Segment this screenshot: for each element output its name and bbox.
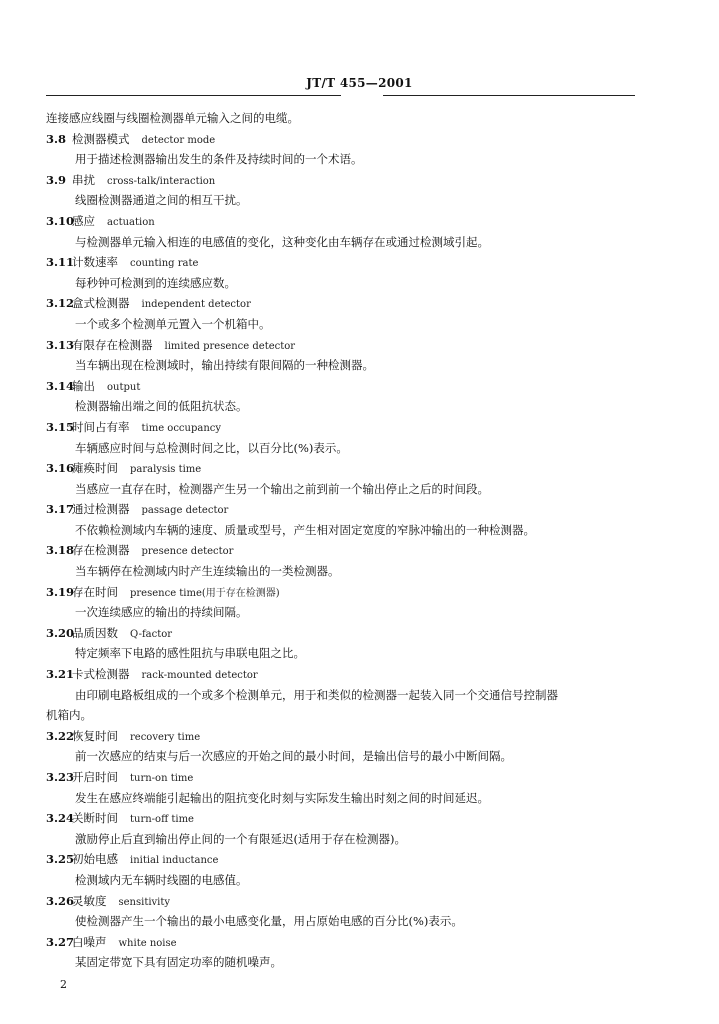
term-english: Q-factor — [130, 628, 173, 640]
term-number: 3.27 — [46, 934, 75, 949]
term-chinese: 恢复时间 — [72, 728, 118, 743]
term-chinese: 检测器模式 — [72, 131, 130, 146]
term-definition: 由印刷电路板组成的一个或多个检测单元，用于和类似的检测器一起装入同一个交通信号控制器 — [75, 687, 558, 702]
term-chinese: 计数速率 — [72, 255, 118, 270]
term-definition: 不依赖检测域内车辆的速度、质量或型号，产生相对固定宽度的窄脉冲输出的一种检测器。 — [75, 522, 535, 537]
term-definition: 检测器输出端之间的低阻抗状态。 — [75, 399, 248, 414]
term-number: 3.17 — [46, 502, 75, 517]
term-heading — [46, 540, 646, 561]
term-heading — [46, 129, 646, 150]
term-definition: 当感应一直存在时，检测器产生另一个输出之前到前一个输出停止之后的时间段。 — [75, 481, 489, 496]
term-chinese: 有限存在检测器 — [72, 337, 153, 352]
term-number: 3.21 — [46, 667, 75, 682]
term-definition: 特定频率下电路的感性阻抗与串联电阻之比。 — [75, 646, 305, 661]
term-chinese: 存在时间 — [72, 584, 118, 599]
term-heading — [46, 170, 646, 191]
header-rule-left — [46, 95, 341, 96]
header-rule-right — [383, 95, 635, 96]
term-heading — [46, 582, 646, 603]
term-number: 3.18 — [46, 543, 75, 558]
term-chinese: 灵敏度 — [72, 893, 107, 908]
term-chinese: 初始电感 — [72, 852, 118, 867]
term-heading — [46, 376, 646, 397]
term-heading — [46, 726, 646, 747]
term-definition: 前一次感应的结束与后一次感应的开始之间的最小时间，是输出信号的最小中断间隔。 — [75, 749, 512, 764]
term-number: 3.22 — [46, 728, 75, 743]
term-number: 3.24 — [46, 811, 75, 826]
term-number: 3.13 — [46, 337, 75, 352]
term-heading — [46, 623, 646, 644]
term-chinese: 白噪声 — [72, 934, 107, 949]
term-heading — [46, 808, 646, 829]
term-heading — [46, 499, 646, 520]
term-definition: 线圈检测器通道之间的相互干扰。 — [75, 193, 248, 208]
term-english: sensitivity — [118, 896, 171, 908]
term-english: time occupancy — [141, 422, 222, 434]
term-definition: 用于描述检测器输出发生的条件及持续时间的一个术语。 — [75, 152, 363, 167]
term-number: 3.11 — [46, 255, 75, 270]
term-english: independent detector — [141, 299, 251, 311]
page-number: 2 — [60, 978, 67, 991]
term-english: initial inductance — [130, 855, 219, 867]
term-number: 3.10 — [46, 213, 75, 228]
term-heading — [46, 458, 646, 479]
term-chinese: 关断时间 — [72, 811, 118, 826]
term-chinese: 卡式检测器 — [72, 667, 130, 682]
term-english: cross-talk/interaction — [107, 175, 216, 187]
term-number: 3.12 — [46, 296, 75, 311]
term-english: detector mode — [141, 134, 216, 146]
continuation-text: 连接感应线圈与线圈检测器单元输入之间的电缆。 — [46, 111, 299, 125]
term-number: 3.16 — [46, 461, 75, 476]
term-number: 3.8 — [46, 131, 67, 146]
term-english: presence detector — [141, 546, 234, 558]
term-english: turn-off time — [130, 814, 194, 826]
term-chinese: 瘫痪时间 — [72, 461, 118, 476]
term-definition: 当车辆出现在检测域时，输出持续有限间隔的一种检测器。 — [75, 358, 374, 373]
term-definition: 激励停止后直到输出停止间的一个有限延迟(适用于存在检测器)。 — [75, 831, 406, 846]
term-number: 3.25 — [46, 852, 75, 867]
term-chinese: 感应 — [72, 213, 95, 228]
term-english: counting rate — [130, 258, 199, 270]
term-english: passage detector — [141, 505, 229, 517]
term-definition: 当车辆停在检测域内时产生连续输出的一类检测器。 — [75, 564, 340, 579]
term-number: 3.20 — [46, 625, 75, 640]
term-heading — [46, 335, 646, 356]
term-chinese: 盒式检测器 — [72, 296, 130, 311]
term-definition: 一次连续感应的输出的持续间隔。 — [75, 605, 248, 620]
term-english: turn-on time — [130, 773, 194, 784]
term-english: paralysis time — [130, 464, 202, 476]
term-number: 3.9 — [46, 172, 67, 187]
term-number: 3.14 — [46, 378, 75, 393]
term-english: white noise — [118, 937, 177, 949]
term-english: recovery time — [130, 731, 201, 743]
term-english: output — [107, 381, 141, 393]
term-definition: 车辆感应时间与总检测时间之比，以百分比(%)表示。 — [75, 440, 348, 455]
term-heading — [46, 767, 646, 788]
term-definition: 与检测器单元输入相连的电感值的变化，这种变化由车辆存在或通过检测域引起。 — [75, 234, 489, 249]
term-definition: 一个或多个检测单元置入一个机箱中。 — [75, 316, 271, 331]
term-heading — [46, 932, 646, 953]
term-chinese: 时间占有率 — [72, 419, 130, 434]
term-number: 3.23 — [46, 770, 75, 784]
term-chinese: 品质因数 — [72, 625, 118, 640]
term-heading — [46, 211, 646, 232]
term-english: limited presence detector — [164, 340, 296, 352]
term-heading — [46, 891, 646, 912]
term-definition: 发生在感应终端能引起输出的阻抗变化时刻与实际发生输出时刻之间的时间延迟。 — [75, 790, 489, 805]
term-number: 3.26 — [46, 893, 75, 908]
term-chinese: 通过检测器 — [72, 502, 130, 517]
term-chinese: 串扰 — [72, 172, 95, 187]
term-definition: 某固定带宽下具有固定功率的随机噪声。 — [75, 955, 282, 970]
term-definition: 机箱内。 — [46, 708, 92, 723]
term-chinese: 输出 — [72, 378, 95, 393]
term-definition: 每秒钟可检测到的连续感应数。 — [75, 275, 236, 290]
term-heading — [46, 417, 646, 438]
term-heading — [46, 252, 646, 273]
term-number: 3.15 — [46, 419, 75, 434]
term-chinese: 存在检测器 — [72, 543, 130, 558]
term-heading — [46, 849, 646, 870]
page-header-title: JT/T 455—2001 — [306, 76, 413, 90]
document-body — [46, 108, 646, 973]
term-heading — [46, 293, 646, 314]
term-english: actuation — [107, 216, 155, 228]
term-number: 3.19 — [46, 584, 75, 599]
term-definition: 使检测器产生一个输出的最小电感变化量，用占原始电感的百分比(%)表示。 — [75, 914, 463, 929]
term-chinese: 开启时间 — [72, 770, 118, 784]
term-heading — [46, 664, 646, 685]
term-english: presence time(用于存在检测器) — [130, 587, 280, 599]
term-definition: 检测域内无车辆时线圈的电感值。 — [75, 872, 248, 887]
term-english: rack-mounted detector — [141, 670, 258, 682]
